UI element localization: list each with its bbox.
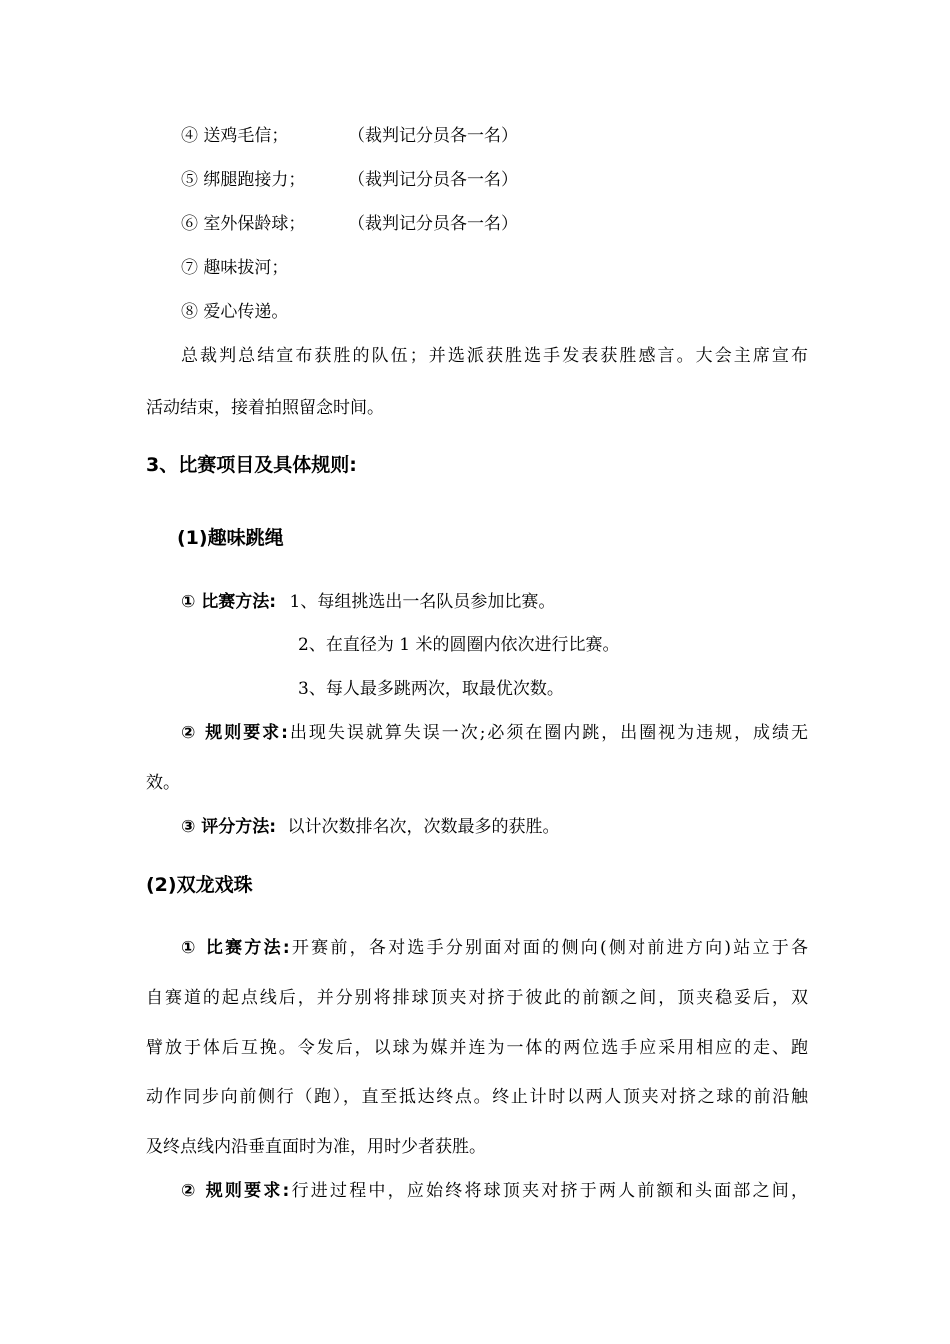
list-item (181, 256, 288, 280)
list-item-note: （裁判记分员各一名） (348, 170, 518, 190)
list-item-label: ⑦ 趣味拔河； (181, 258, 289, 278)
rule-label: ② 规则要求: (181, 1181, 290, 1201)
method-line: 动作同步向前侧行（跑），直至抵达终点。终止计时以两人顶夹对挤之球的前沿触 (146, 1087, 808, 1107)
score-label: ③ 评分方法: (181, 817, 277, 837)
list-item-note: （裁判记分员各一名） (348, 126, 518, 146)
rule-text: 行进过程中，应始终将球顶夹对挤于两人前额和头面部之间， (289, 1181, 808, 1201)
method-line: 臂放于体后互挽。令发后，以球为媒并连为一体的两位选手应采用相应的走、跑 (146, 1038, 808, 1058)
summary-line-2: 活动结束，接着拍照留念时间。 (146, 398, 384, 418)
list-item-label: ⑧ 爱心传递。 (181, 302, 289, 322)
rule-text: 出现失误就算失误一次;必须在圈内跳，出圈视为违规，成绩无 (287, 723, 808, 743)
list-item-label: ⑤ 绑腿跑接力； (181, 170, 306, 190)
method-line: 2、在直径为 1 米的圆圈内依次进行比赛。 (298, 635, 620, 655)
method-label: ① 比赛方法: (181, 592, 277, 612)
rule-text-cont: 效。 (146, 773, 180, 793)
subsection-heading: (1)趣味跳绳 (177, 527, 284, 549)
list-item-label: ④ 送鸡毛信； (181, 126, 289, 146)
method-line: 自赛道的起点线后，并分别将排球顶夹对挤于彼此的前额之间，顶夹稳妥后，双 (146, 988, 808, 1008)
score-row (181, 815, 560, 839)
list-item (181, 212, 305, 236)
method-row (181, 590, 555, 614)
rule-row (181, 1179, 808, 1203)
method-line: 及终点线内沿垂直面时为准，用时少者获胜。 (146, 1137, 486, 1157)
score-text: 以计次数排名次，次数最多的获胜。 (287, 817, 560, 837)
list-item (181, 124, 288, 148)
method-line: 3、每人最多跳两次，取最优次数。 (298, 679, 564, 699)
subsection-heading: (2)双龙戏珠 (146, 874, 253, 896)
method-text: 1、每组挑选出一名队员参加比赛。 (289, 592, 556, 612)
list-item (181, 300, 288, 324)
method-label: ① 比赛方法: (181, 938, 290, 958)
rule-row (181, 721, 808, 745)
summary-line-1: 总裁判总结宣布获胜的队伍；并选派获胜选手发表获胜感言。大会主席宣布 (181, 346, 808, 366)
method-row (181, 936, 808, 960)
rule-label: ② 规则要求: (181, 723, 288, 743)
list-item-label: ⑥ 室外保龄球； (181, 214, 306, 234)
method-text: 开赛前，各对选手分别面对面的侧向(侧对前进方向)站立于各 (289, 938, 808, 958)
list-item (181, 168, 305, 192)
list-item-note: （裁判记分员各一名） (348, 214, 518, 234)
section-heading: 3、比赛项目及具体规则: (146, 454, 357, 476)
